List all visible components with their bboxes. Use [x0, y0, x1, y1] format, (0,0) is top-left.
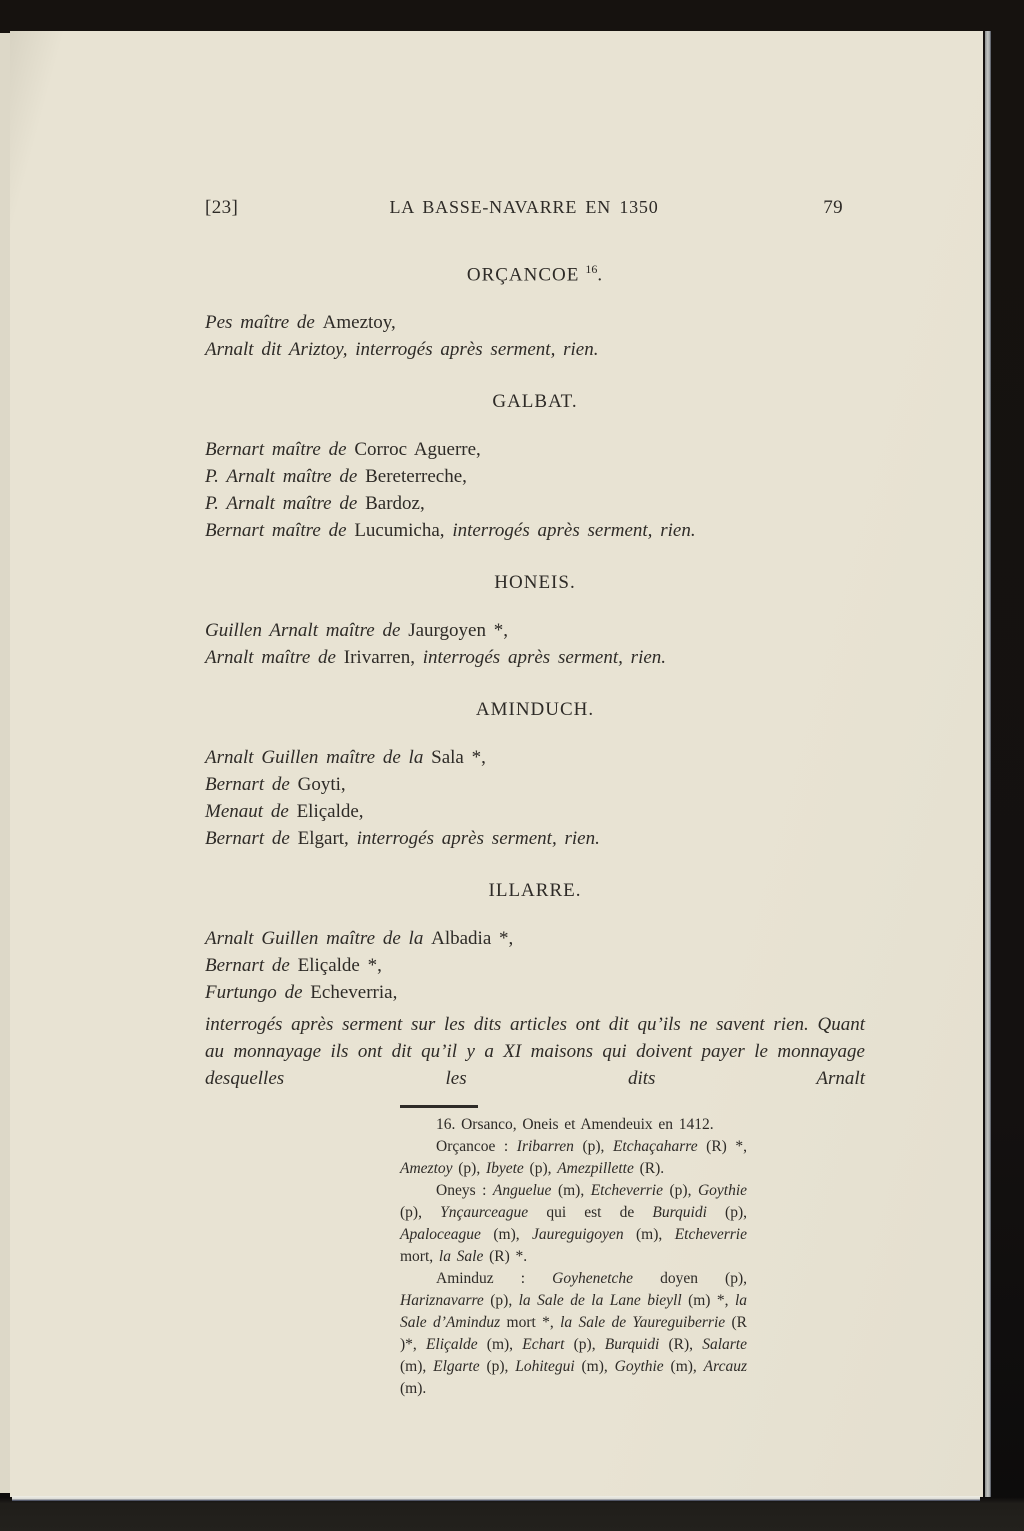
- text-segment: Arcauz: [703, 1358, 747, 1376]
- section-galbat: [205, 390, 865, 544]
- text-segment: Orçancoe :: [436, 1138, 517, 1156]
- text-segment: Bereterreche,: [365, 466, 467, 488]
- text-segment: interrogés après serment sur les dits articles ont dit qu’ils ne savent rien. Quant au monnayage ils ont dit qu’il y a XI maisons qui doivent payer le monnayage desquelles les dits Arnalt: [205, 1014, 865, 1090]
- section-heading-period: .: [569, 572, 576, 594]
- running-header: [205, 197, 865, 221]
- entry-line: [205, 517, 865, 544]
- footnotes: [205, 1108, 865, 1400]
- section-heading-text: GALBAT: [492, 391, 572, 413]
- text-segment: Amezpillette: [557, 1160, 634, 1178]
- entry-line: [205, 309, 865, 336]
- entry-lines: [205, 925, 865, 1006]
- text-segment: mort,: [400, 1248, 439, 1266]
- text-segment: P. Arnalt maître de: [205, 493, 366, 515]
- text-segment: Burquidi: [604, 1336, 660, 1354]
- text-segment: (R).: [633, 1160, 665, 1178]
- footnote-paragraph: [400, 1136, 747, 1180]
- text-segment: Sala *,: [431, 747, 486, 769]
- section-paragraph: [205, 1011, 865, 1092]
- text-segment: Anguelue: [492, 1182, 552, 1200]
- entry-lines: [205, 309, 865, 363]
- text-segment: (p),: [479, 1358, 516, 1376]
- text-segment: Etcheverrie: [590, 1182, 663, 1200]
- text-segment: Lohitegui: [515, 1358, 575, 1376]
- section-heading: [205, 390, 865, 414]
- page-number: 79: [823, 197, 843, 218]
- text-segment: Oneys :: [436, 1182, 493, 1200]
- text-segment: (R) *,: [697, 1138, 747, 1156]
- text-segment: Bernart de: [205, 828, 298, 850]
- sections: [205, 257, 865, 1092]
- text-segment: Jaureguigoyen: [532, 1226, 624, 1244]
- text-segment: P. Arnalt maître de: [205, 466, 366, 488]
- text-segment: (m).: [400, 1380, 427, 1398]
- text-segment: (p),: [573, 1138, 613, 1156]
- text-segment: Bernart de: [205, 774, 298, 796]
- text-segment: doyen (p),: [633, 1270, 747, 1288]
- text-segment: mort *,: [500, 1314, 561, 1332]
- section-heading-period: .: [597, 264, 604, 286]
- section-heading-text: ILLARRE: [488, 880, 576, 902]
- text-segment: la Sale: [438, 1248, 484, 1266]
- page-block-edge-bottom: [12, 1496, 980, 1501]
- text-segment: (p),: [483, 1292, 519, 1310]
- entry-line: [205, 436, 865, 463]
- text-segment: Ynçaurceague: [440, 1204, 529, 1222]
- entry-line: [205, 825, 865, 852]
- section-heading: [205, 879, 865, 903]
- entry-lines: [205, 617, 865, 671]
- margin-folio: [23]: [205, 197, 239, 218]
- section-heading-period: .: [571, 391, 578, 413]
- text-segment: Bernart maître de: [205, 439, 355, 461]
- text-segment: Menaut de: [205, 801, 297, 823]
- text-segment: Iribarren: [516, 1138, 574, 1156]
- text-segment: Hariznavarre: [400, 1292, 484, 1310]
- footnote-paragraph: [400, 1180, 747, 1268]
- text-segment: Apaloceague: [400, 1226, 481, 1244]
- text-segment: Eliçalde,: [296, 801, 364, 823]
- text-segment: Albadia *,: [431, 928, 514, 950]
- text-segment: Salarte: [702, 1336, 747, 1354]
- entry-line: [205, 798, 865, 825]
- section-heading-text: HONEIS: [494, 572, 570, 594]
- entry-line: [205, 925, 865, 952]
- entry-line: [205, 771, 865, 798]
- text-segment: (R) *.: [483, 1248, 528, 1266]
- text-segment: la Sale d’Aminduz: [400, 1292, 747, 1332]
- text-segment: Pes maître de: [205, 312, 323, 334]
- entry-lines: [205, 436, 865, 544]
- section-heading-period: .: [575, 880, 582, 902]
- footnote-paragraph: [400, 1268, 747, 1400]
- running-title: LA BASSE-NAVARRE EN 1350: [389, 197, 659, 217]
- page-block-edge-right: [985, 31, 991, 1497]
- text-segment: (m),: [480, 1226, 533, 1244]
- text-segment: Arnalt maître de: [205, 647, 344, 669]
- text-segment: (p),: [663, 1182, 698, 1200]
- entry-line: [205, 490, 865, 517]
- footnote-paragraph: [400, 1114, 747, 1136]
- text-segment: (R )*,: [400, 1314, 747, 1354]
- book-page: [10, 31, 983, 1497]
- text-segment: Elgarte: [433, 1358, 480, 1376]
- text-segment: Lucumicha,: [354, 520, 445, 542]
- entry-line: [205, 617, 865, 644]
- text-segment: (p),: [706, 1204, 747, 1222]
- text-segment: Etcheverrie: [674, 1226, 747, 1244]
- text-segment: Echart: [522, 1336, 565, 1354]
- text-segment: (m),: [551, 1182, 591, 1200]
- text-segment: interrogés après serment, rien.: [444, 520, 696, 542]
- text-segment: Goythie: [697, 1182, 748, 1200]
- section-heading-period: .: [588, 699, 595, 721]
- section-heading-text: ORÇANCOE: [466, 264, 580, 286]
- text-segment: Bernart de: [205, 955, 298, 977]
- text-segment: Eliçalde: [425, 1336, 478, 1354]
- entry-line: [205, 644, 865, 671]
- text-segment: Elgart,: [297, 828, 349, 850]
- text-segment: Goyhenetche: [552, 1270, 634, 1288]
- text-segment: Goyti,: [297, 774, 346, 796]
- text-segment: (p),: [523, 1160, 558, 1178]
- text-segment: (m),: [400, 1358, 434, 1376]
- entry-line: [205, 952, 865, 979]
- text-segment: Echeverria,: [310, 982, 398, 1004]
- entry-line: [205, 979, 865, 1006]
- text-segment: Ameztoy: [400, 1160, 453, 1178]
- text-segment: Corroc Aguerre,: [354, 439, 481, 461]
- text-segment: (m),: [663, 1358, 704, 1376]
- text-segment: Etchaçaharre: [612, 1138, 698, 1156]
- section-heading-text: AMINDUCH: [475, 699, 589, 721]
- text-segment: Aminduz :: [436, 1270, 553, 1288]
- text-segment: Arnalt Guillen maître de la: [205, 928, 432, 950]
- section-heading: [205, 698, 865, 722]
- text-segment: Bernart maître de: [205, 520, 355, 542]
- text-segment: Arnalt dit Ariztoy, interrogés après serment, rien.: [205, 339, 599, 361]
- text-segment: Furtungo de: [205, 982, 311, 1004]
- text-segment: Irivarren,: [343, 647, 415, 669]
- text-segment: Eliçalde *,: [297, 955, 382, 977]
- entry-line: [205, 336, 865, 363]
- text-segment: Bardoz,: [365, 493, 425, 515]
- text-segment: (m),: [623, 1226, 675, 1244]
- entry-lines: [205, 744, 865, 852]
- text-segment: interrogés après serment, rien.: [414, 647, 667, 669]
- section-aminduch: [205, 698, 865, 852]
- text-segment: Jaurgoyen *,: [408, 620, 508, 642]
- text-segment: la Sale de Yaureguiberrie: [560, 1314, 726, 1332]
- text-segment: (p),: [564, 1336, 605, 1354]
- page-content: [10, 31, 983, 1400]
- text-segment: Ameztoy,: [322, 312, 396, 334]
- text-segment: Arnalt Guillen maître de la: [205, 747, 432, 769]
- entry-line: [205, 744, 865, 771]
- text-segment: 16. Orsanco, Oneis et Amendeuix en 1412.: [436, 1116, 714, 1134]
- section-orancoe: [205, 257, 865, 363]
- section-honeis: [205, 571, 865, 671]
- text-segment: (m),: [477, 1336, 523, 1354]
- text-segment: (m),: [574, 1358, 615, 1376]
- text-segment: (p),: [452, 1160, 486, 1178]
- text-segment: Goythie: [614, 1358, 664, 1376]
- text-segment: Ibyete: [485, 1160, 524, 1178]
- text-segment: Guillen Arnalt maître de: [205, 620, 409, 642]
- text-segment: qui est de: [528, 1204, 653, 1222]
- text-segment: la Sale de la Lane bieyll: [518, 1292, 682, 1310]
- section-heading: [205, 571, 865, 595]
- text-segment: (m) *,: [681, 1292, 735, 1310]
- footnote-reference: 16: [585, 262, 598, 276]
- text-segment: interrogés après serment, rien.: [348, 828, 600, 850]
- text-segment: (p),: [400, 1204, 441, 1222]
- section-heading: [205, 257, 865, 287]
- text-segment: (R),: [659, 1336, 703, 1354]
- entry-line: [205, 463, 865, 490]
- section-illarre: [205, 879, 865, 1092]
- text-segment: Burquidi: [652, 1204, 707, 1222]
